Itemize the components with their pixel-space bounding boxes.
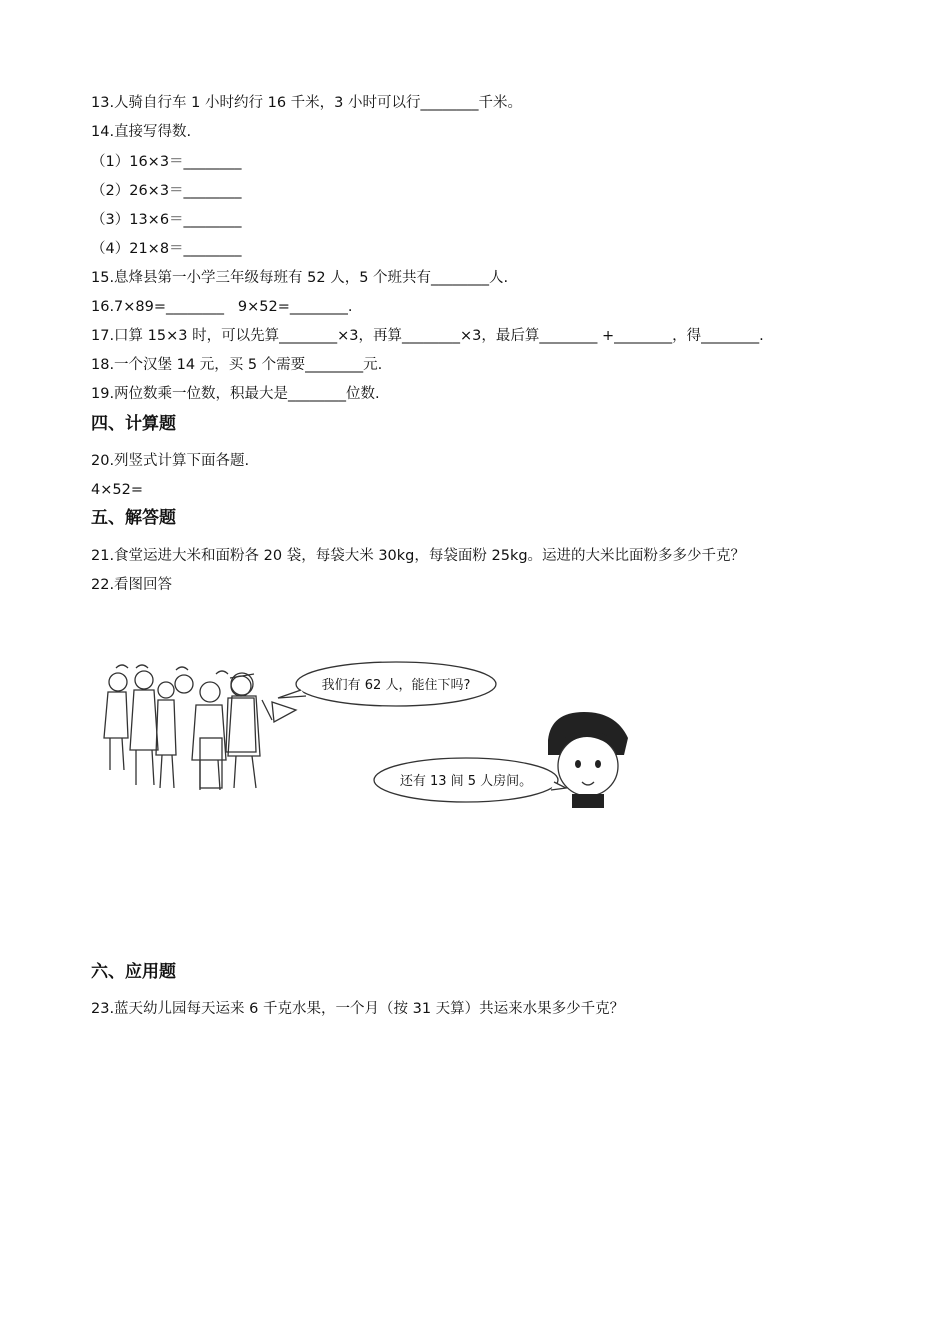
question-18: 18.一个汉堡 14 元，买 5 个需要________元. [91,357,383,373]
question-15: 15.息烽县第一小学三年级每班有 52 人，5 个班共有________人. [91,270,509,286]
speech-bubble-group [278,662,496,706]
group-of-people [104,665,296,790]
question-19: 19.两位数乘一位数，积最大是________位数. [91,386,380,402]
question-14-item-1: （1）16×3＝________ [91,154,242,170]
question-23: 23.蓝天幼儿园每天运来 6 千克水果，一个月（按 31 天算）共运来水果多少千克？ [91,1001,625,1017]
question-20: 20.列竖式计算下面各题. [91,453,250,469]
illustration-svg [96,660,636,820]
boy-character [548,712,628,808]
question-14-item-2: （2）26×3＝________ [91,183,242,199]
section-heading-calculation: 四、计算题 [91,414,176,434]
question-14-item-3: （3）13×6＝________ [91,212,242,228]
section-heading-answers: 五、解答题 [91,508,176,528]
question-14-item-4: （4）21×8＝________ [91,241,242,257]
bubble-group-text: 我们有 62 人，能住下吗? [321,678,471,693]
speech-bubble-boy [374,758,566,802]
question-17: 17.口算 15×3 时，可以先算________×3，再算________×3，最后算________ +________，得________. [91,328,764,344]
question-22-illustration [96,660,636,820]
question-13: 13.人骑自行车 1 小时约行 16 千米，3 小时可以行________千米。 [91,95,523,111]
bubble-boy-text: 还有 13 间 5 人房间。 [399,774,533,789]
question-22: 22.看图回答 [91,577,173,593]
question-16: 16.7×89=________ 9×52=________. [91,299,353,315]
question-14: 14.直接写得数. [91,124,192,140]
question-21: 21.食堂运进大米和面粉各 20 袋，每袋大米 30kg，每袋面粉 25kg。运进的大米比面粉多多少千克？ [91,548,746,564]
section-heading-application: 六、应用题 [91,962,176,982]
question-20-expression: 4×52= [91,482,143,498]
